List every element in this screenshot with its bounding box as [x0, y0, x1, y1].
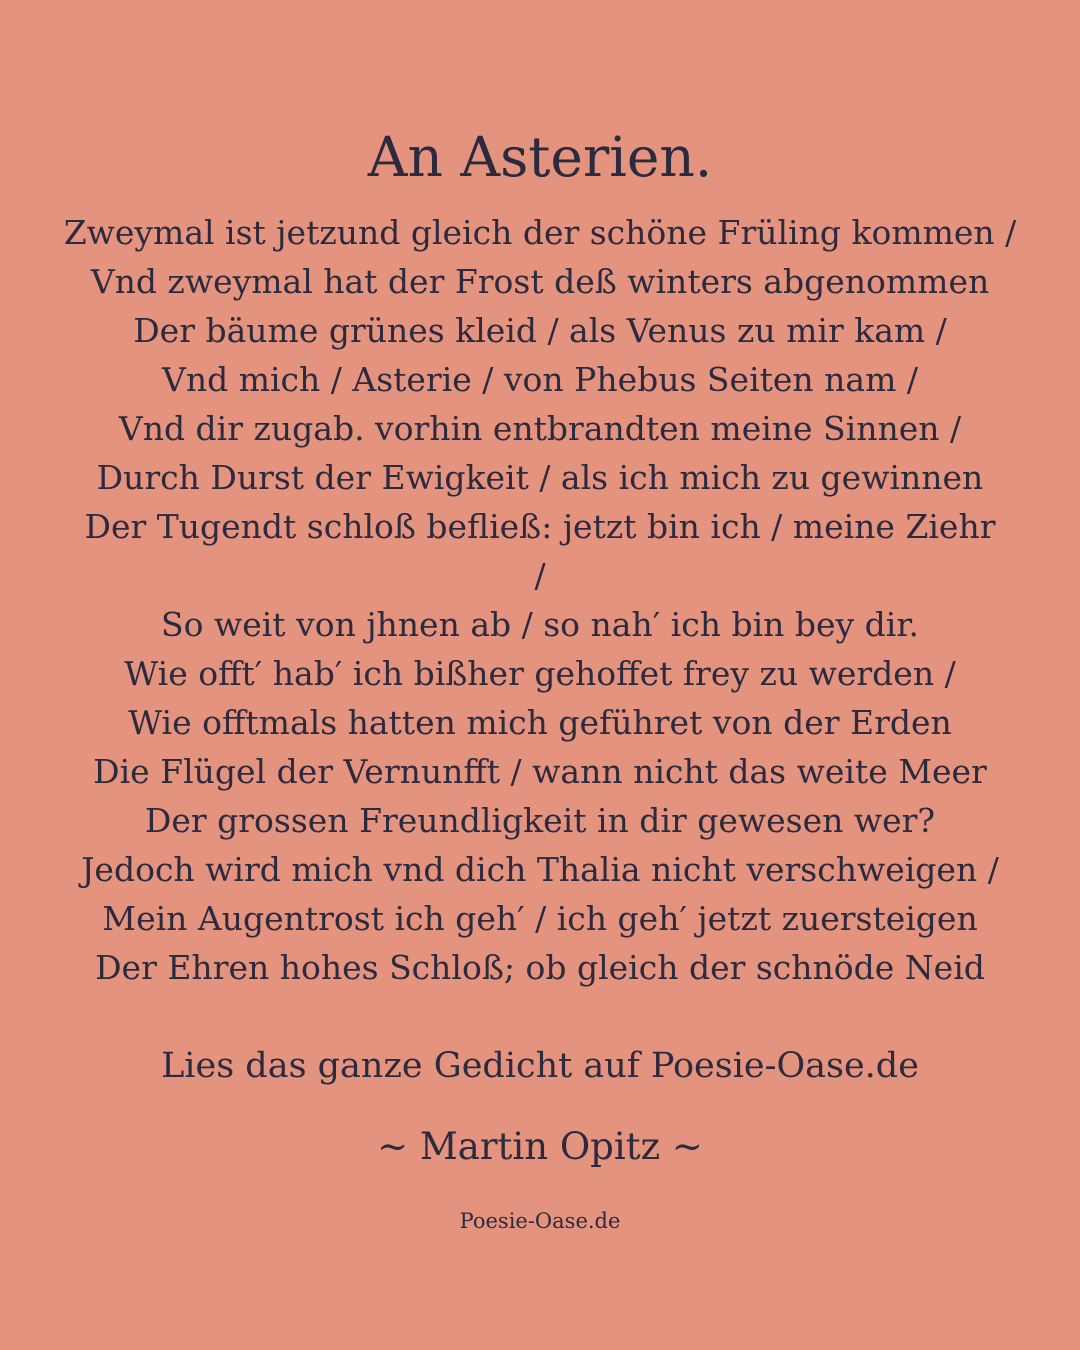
poem-line: Der Tugendt schloß befließ: jetzt bin ich / meine Ziehr — [84, 507, 996, 546]
poem-line: Vnd dir zugab. vorhin entbrandten meine Sinnen / — [118, 409, 962, 448]
poem-line: Durch Durst der Ewigkeit / als ich mich zu gewinnen — [96, 458, 984, 497]
poem-line: Zweymal ist jetzund gleich der schöne Früling kommen / — [63, 213, 1017, 252]
poem-line: So weit von jhnen ab / so nah′ ich bin bey dir. — [161, 605, 919, 644]
poem-title: An Asterien. — [367, 125, 713, 189]
poem-line: Mein Augentrost ich geh′ / ich geh′ jetzt zuersteigen — [102, 899, 978, 938]
poem-line: Wie offtmals hatten mich geführet von der Erden — [128, 703, 952, 742]
poem-text — [40, 208, 1040, 992]
poem-line: Jedoch wird mich vnd dich Thalia nicht verschweigen / — [81, 850, 999, 889]
author-name: ~ Martin Opitz ~ — [377, 1125, 703, 1168]
poem-line: / — [534, 556, 546, 595]
poem-line: Vnd zweymal hat der Frost deß winters abgenommen — [90, 262, 990, 301]
poem-line: Der grossen Freundligkeit in dir gewesen wer? — [144, 801, 936, 840]
poem-line: Der Ehren hohes Schloß; ob gleich der schnöde Neid — [95, 948, 985, 987]
poem-line: Wie offt′ hab′ ich bißher gehoffet frey zu werden / — [124, 654, 956, 693]
poem-line: Die Flügel der Vernunfft / wann nicht das weite Meer — [93, 752, 987, 791]
poem-line: Vnd mich / Asterie / von Phebus Seiten nam / — [162, 360, 918, 399]
read-full-poem-text: Lies das ganze Gedicht auf Poesie-Oase.de — [161, 1046, 919, 1086]
site-footer: Poesie-Oase.de — [459, 1209, 621, 1233]
poem-line: Der bäume grünes kleid / als Venus zu mir kam / — [133, 311, 947, 350]
